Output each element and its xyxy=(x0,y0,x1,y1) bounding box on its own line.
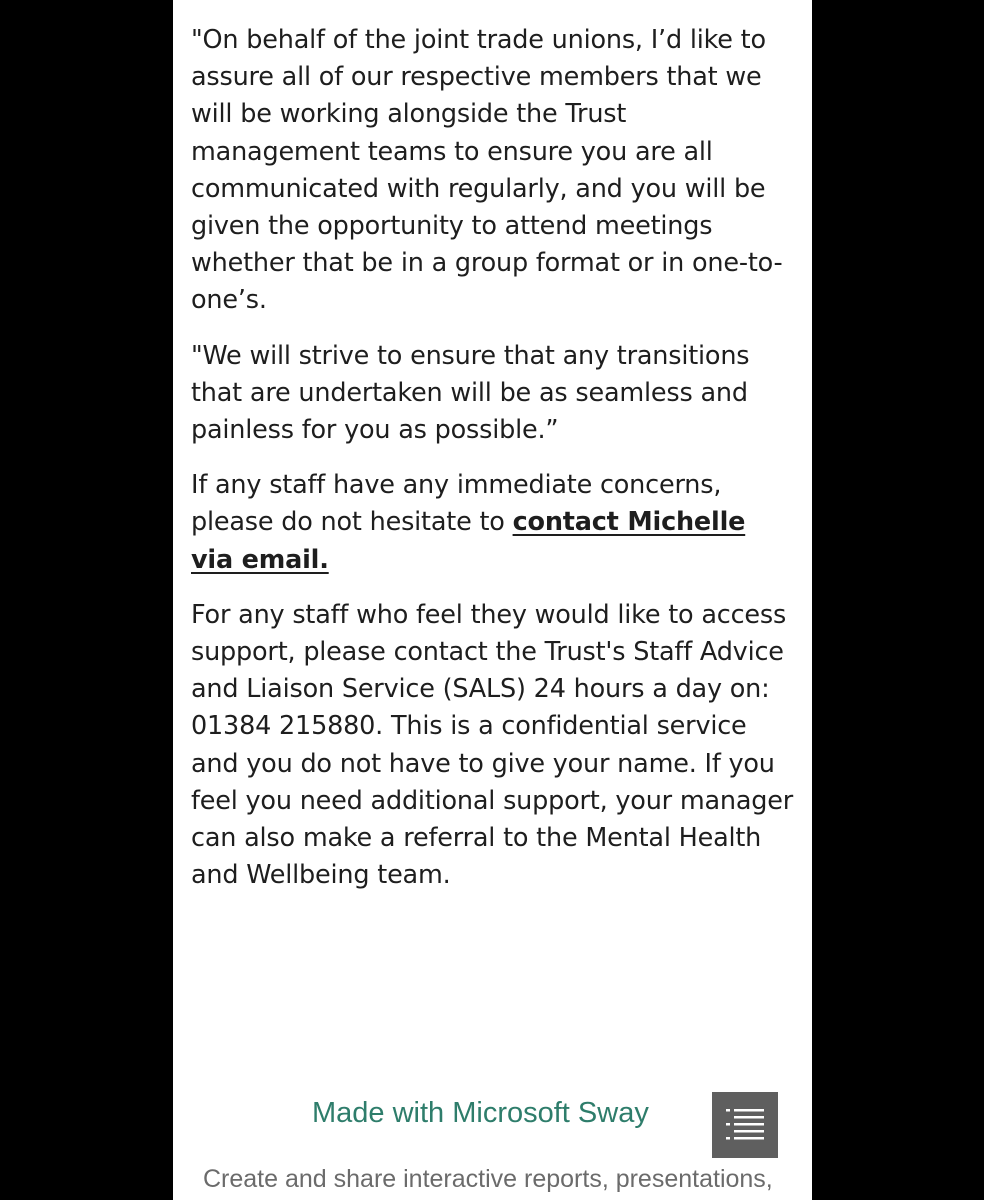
navigation-button[interactable] xyxy=(712,1092,778,1158)
text-line: and you do not have to give your name. If you xyxy=(191,748,775,779)
text-line: communicated with regularly, and you will be xyxy=(191,173,766,204)
text-line: that are undertaken will be as seamless and xyxy=(191,377,748,408)
paragraph-concerns xyxy=(191,467,797,579)
text-line xyxy=(191,504,797,541)
text-line: "On behalf of the joint trade unions, I’d like to xyxy=(191,25,766,55)
text-line: management teams to ensure you are all xyxy=(191,136,713,167)
text-line: and Wellbeing team. xyxy=(191,860,451,891)
navigation-list-icon xyxy=(726,1109,764,1141)
text-line: For any staff who feel they would like to access xyxy=(191,599,787,630)
sway-content-panel xyxy=(173,0,812,1200)
text-line: feel you need additional support, your manager xyxy=(191,785,794,816)
text-line: whether that be in a group format or in one-to- xyxy=(191,248,783,279)
contact-michelle-link[interactable]: contact Michelle xyxy=(512,507,746,538)
paragraph-support xyxy=(191,597,797,895)
text-line: will be working alongside the Trust xyxy=(191,99,627,130)
text-line: assure all of our respective members that we xyxy=(191,62,762,93)
via-email-link[interactable]: via email. xyxy=(191,544,329,575)
made-with-sway-link[interactable]: Made with Microsoft Sway xyxy=(312,1097,649,1129)
text-line: support, please contact the Trust's Staff Advice xyxy=(191,637,784,668)
text-line: given the opportunity to attend meetings xyxy=(191,211,713,242)
text-line: can also make a referral to the Mental Health xyxy=(191,823,762,854)
text-segment: please do not hesitate to xyxy=(191,507,513,538)
paragraph-transitions xyxy=(191,338,797,450)
text-line: "We will strive to ensure that any transitions xyxy=(191,340,750,371)
text-line: one’s. xyxy=(191,285,267,316)
article-body xyxy=(191,22,797,912)
paragraph-union-statement xyxy=(191,22,797,320)
text-line: If any staff have any immediate concerns, xyxy=(191,470,722,501)
text-line: painless for you as possible.” xyxy=(191,415,559,446)
text-line xyxy=(191,542,797,579)
text-line: and Liaison Service (SALS) 24 hours a day on: xyxy=(191,674,770,705)
footer-tagline: Create and share interactive reports, presentations, xyxy=(203,1165,773,1193)
text-line: 01384 215880. This is a confidential service xyxy=(191,711,747,742)
